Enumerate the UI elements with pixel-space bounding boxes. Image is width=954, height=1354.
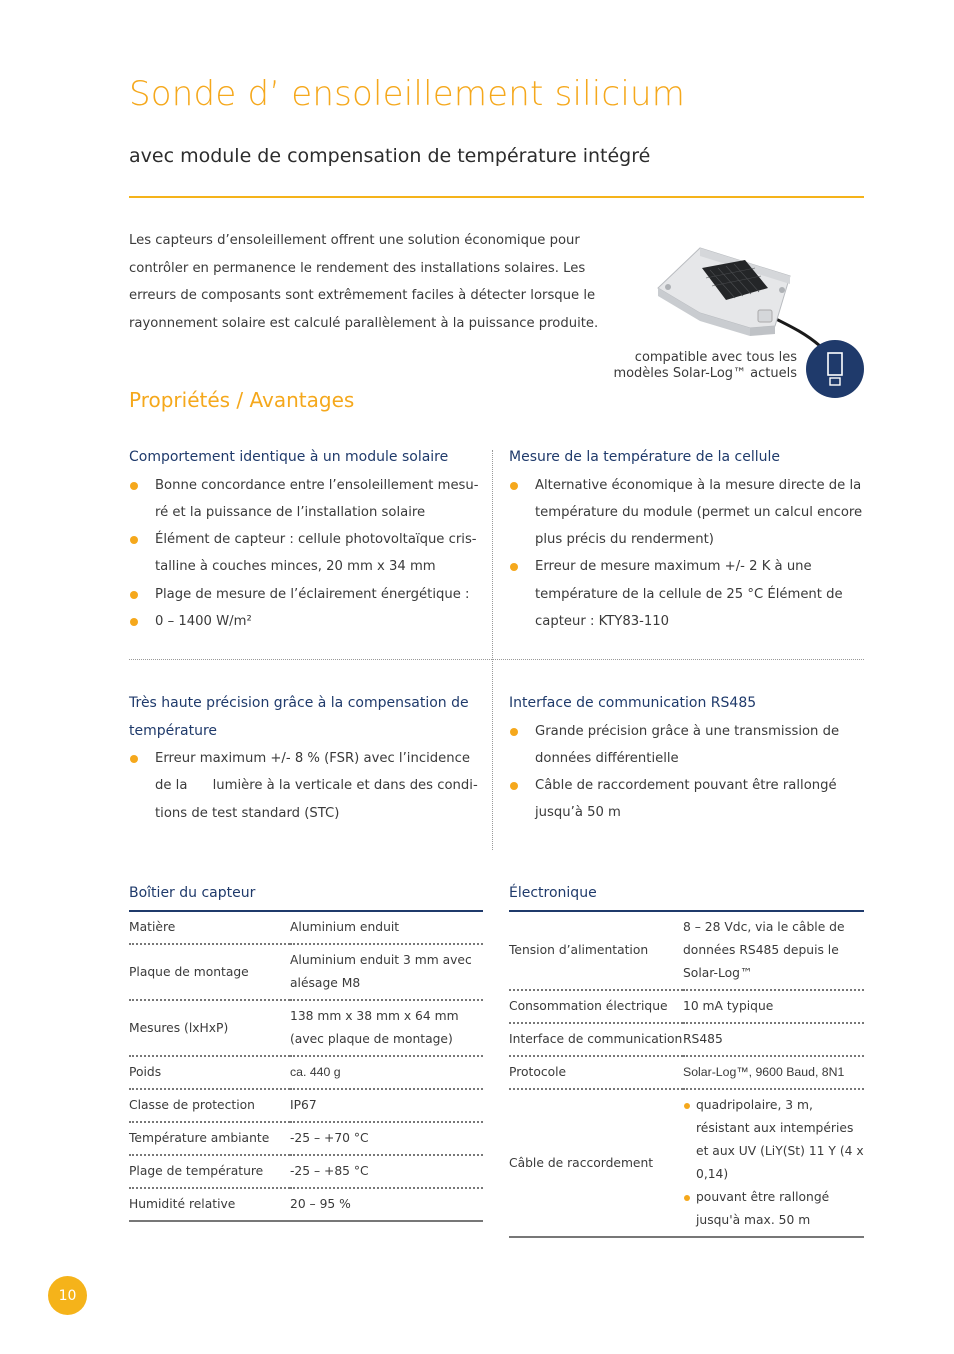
bullet-dot-icon (130, 618, 138, 626)
feature-bullet: Alternative économique à la mesure directe de la température du module (permet un calcul encore plus précis du renderment) (509, 472, 864, 554)
feature-title: Très haute précision grâce à la compensation de température (129, 695, 469, 739)
table-value: 20 – 95 % (290, 1197, 351, 1211)
feature-bullet: Plage de mesure de l’éclairement énergétique : (129, 581, 484, 608)
table-row (129, 944, 483, 1000)
table-value (683, 1089, 864, 1236)
feature-block-precision (129, 690, 484, 827)
table-row (129, 1122, 483, 1155)
feature-bullet: Erreur de mesure maximum +/- 2 K à une température de la cellule de 25 °C Élément de capteur : KTY83-110 (509, 553, 864, 635)
feature-block-temperature (509, 444, 864, 635)
table-row (509, 990, 864, 1023)
table-value: IP67 (290, 1089, 483, 1122)
bullet-dot-icon (130, 482, 138, 490)
bullet-dot-icon (684, 1195, 690, 1201)
compatibility-line-1: compatible avec tous les (634, 350, 797, 365)
table-row (509, 912, 864, 990)
table-row (509, 1089, 864, 1236)
page-subtitle: avec module de compensation de température intégré (129, 145, 651, 167)
electronique-table-title: Électronique (509, 885, 597, 901)
table-key: Consommation électrique (509, 990, 683, 1023)
table-value: Aluminium enduit 3 mm avec alésage M8 (290, 944, 483, 1000)
table-value: 8 – 28 Vdc, via le câble de données RS485 depuis le Solar-Log™ (683, 912, 864, 990)
feature-bullet: Élément de capteur : cellule photovoltaïque cris-talline à couches minces, 20 mm x 34 mm (129, 526, 484, 581)
table-key: Câble de raccordement (509, 1155, 654, 1170)
table-key: Plage de température (129, 1155, 290, 1188)
table-row (509, 1023, 864, 1056)
bullet-dot-icon (510, 482, 518, 490)
feature-block-rs485 (509, 690, 864, 827)
table-value: 10 mA typique (683, 990, 864, 1023)
page-number: 10 (48, 1276, 87, 1315)
electronique-table (509, 910, 864, 1238)
table-key: Tension d’alimentation (509, 912, 683, 990)
feature-vertical-divider (492, 450, 493, 850)
table-row (129, 1155, 483, 1188)
plug-icon (827, 352, 843, 386)
plug-badge (806, 340, 864, 398)
table-row (509, 1056, 864, 1089)
feature-bullet: Câble de raccordement pouvant être rallongé jusqu’à 50 m (509, 772, 864, 827)
section-title: Propriétés / Avantages (129, 388, 355, 412)
table-row (129, 912, 483, 944)
bullet-dot-icon (510, 563, 518, 571)
table-value: Aluminium enduit (290, 912, 483, 944)
title-divider (129, 196, 864, 198)
table-row (129, 1089, 483, 1122)
boitier-table (129, 910, 483, 1222)
bullet-dot-icon (130, 591, 138, 599)
table-row (129, 1000, 483, 1056)
bullet-dot-icon (510, 782, 518, 790)
intro-paragraph: Les capteurs d’ensoleillement offrent une solution économique pour contrôler en permanence le rendement des installations solaires. Les erreurs de composants sont extrêmement faciles à détecter lorsque le rayonnement solaire est calculé parallèlement à la puissance produite. (129, 233, 599, 331)
page-title: Sonde d’ ensoleillement silicium (129, 74, 686, 114)
sensor-product-image (640, 238, 825, 348)
table-key: Matière (129, 912, 290, 944)
table-value: 138 mm x 38 mm x 64 mm (avec plaque de montage) (290, 1000, 483, 1056)
feature-bullet: Bonne concordance entre l’ensoleillement mesu-ré et la puissance de l’installation solaire (129, 472, 484, 527)
compatibility-caption (560, 350, 797, 382)
feature-bullet: Grande précision grâce à une transmission de données différentielle (509, 718, 864, 773)
bullet-dot-icon (684, 1103, 690, 1109)
table-key: Température ambiante (129, 1122, 290, 1155)
table-value: -25 – +85 °C (290, 1155, 483, 1188)
table-key: Plaque de montage (129, 944, 290, 1000)
table-key: Humidité relative (129, 1197, 236, 1211)
compatibility-line-2: modèles Solar-Log™ actuels (613, 366, 797, 381)
table-value: ca. 440 g (290, 1056, 483, 1089)
table-key: Mesures (lxHxP) (129, 1000, 290, 1056)
bullet-dot-icon (510, 728, 518, 736)
table-row (129, 1188, 483, 1220)
feature-bullet: 0 – 1400 W/m² (129, 608, 484, 635)
feature-title: Comportement identique à un module solaire (129, 449, 449, 465)
table-key: Poids (129, 1056, 290, 1089)
table-value: RS485 (683, 1023, 864, 1056)
feature-title: Interface de communication RS485 (509, 695, 757, 711)
cable-item: quadripolaire, 3 m, résistant aux intempéries et aux UV (LiY(St) 11 Y (4 x 0,14) (683, 1094, 864, 1186)
boitier-table-title: Boîtier du capteur (129, 885, 256, 901)
table-key: Classe de protection (129, 1089, 290, 1122)
table-key: Interface de communication (509, 1023, 683, 1056)
table-value: Solar-Log™, 9600 Baud, 8N1 (683, 1056, 864, 1089)
feature-bullet: Erreur maximum +/- 8 % (FSR) avec l’incidence de la lumière à la verticale et dans des condi-tions de test standard (STC) (129, 745, 484, 827)
bullet-dot-icon (130, 536, 138, 544)
table-key: Protocole (509, 1056, 683, 1089)
cable-item: pouvant être rallongé jusqu'à max. 50 m (683, 1186, 864, 1232)
table-value: -25 – +70 °C (290, 1122, 483, 1155)
feature-horizontal-divider (129, 659, 864, 660)
feature-title: Mesure de la température de la cellule (509, 449, 781, 465)
table-row (129, 1056, 483, 1089)
bullet-dot-icon (130, 755, 138, 763)
feature-block-module (129, 444, 484, 635)
